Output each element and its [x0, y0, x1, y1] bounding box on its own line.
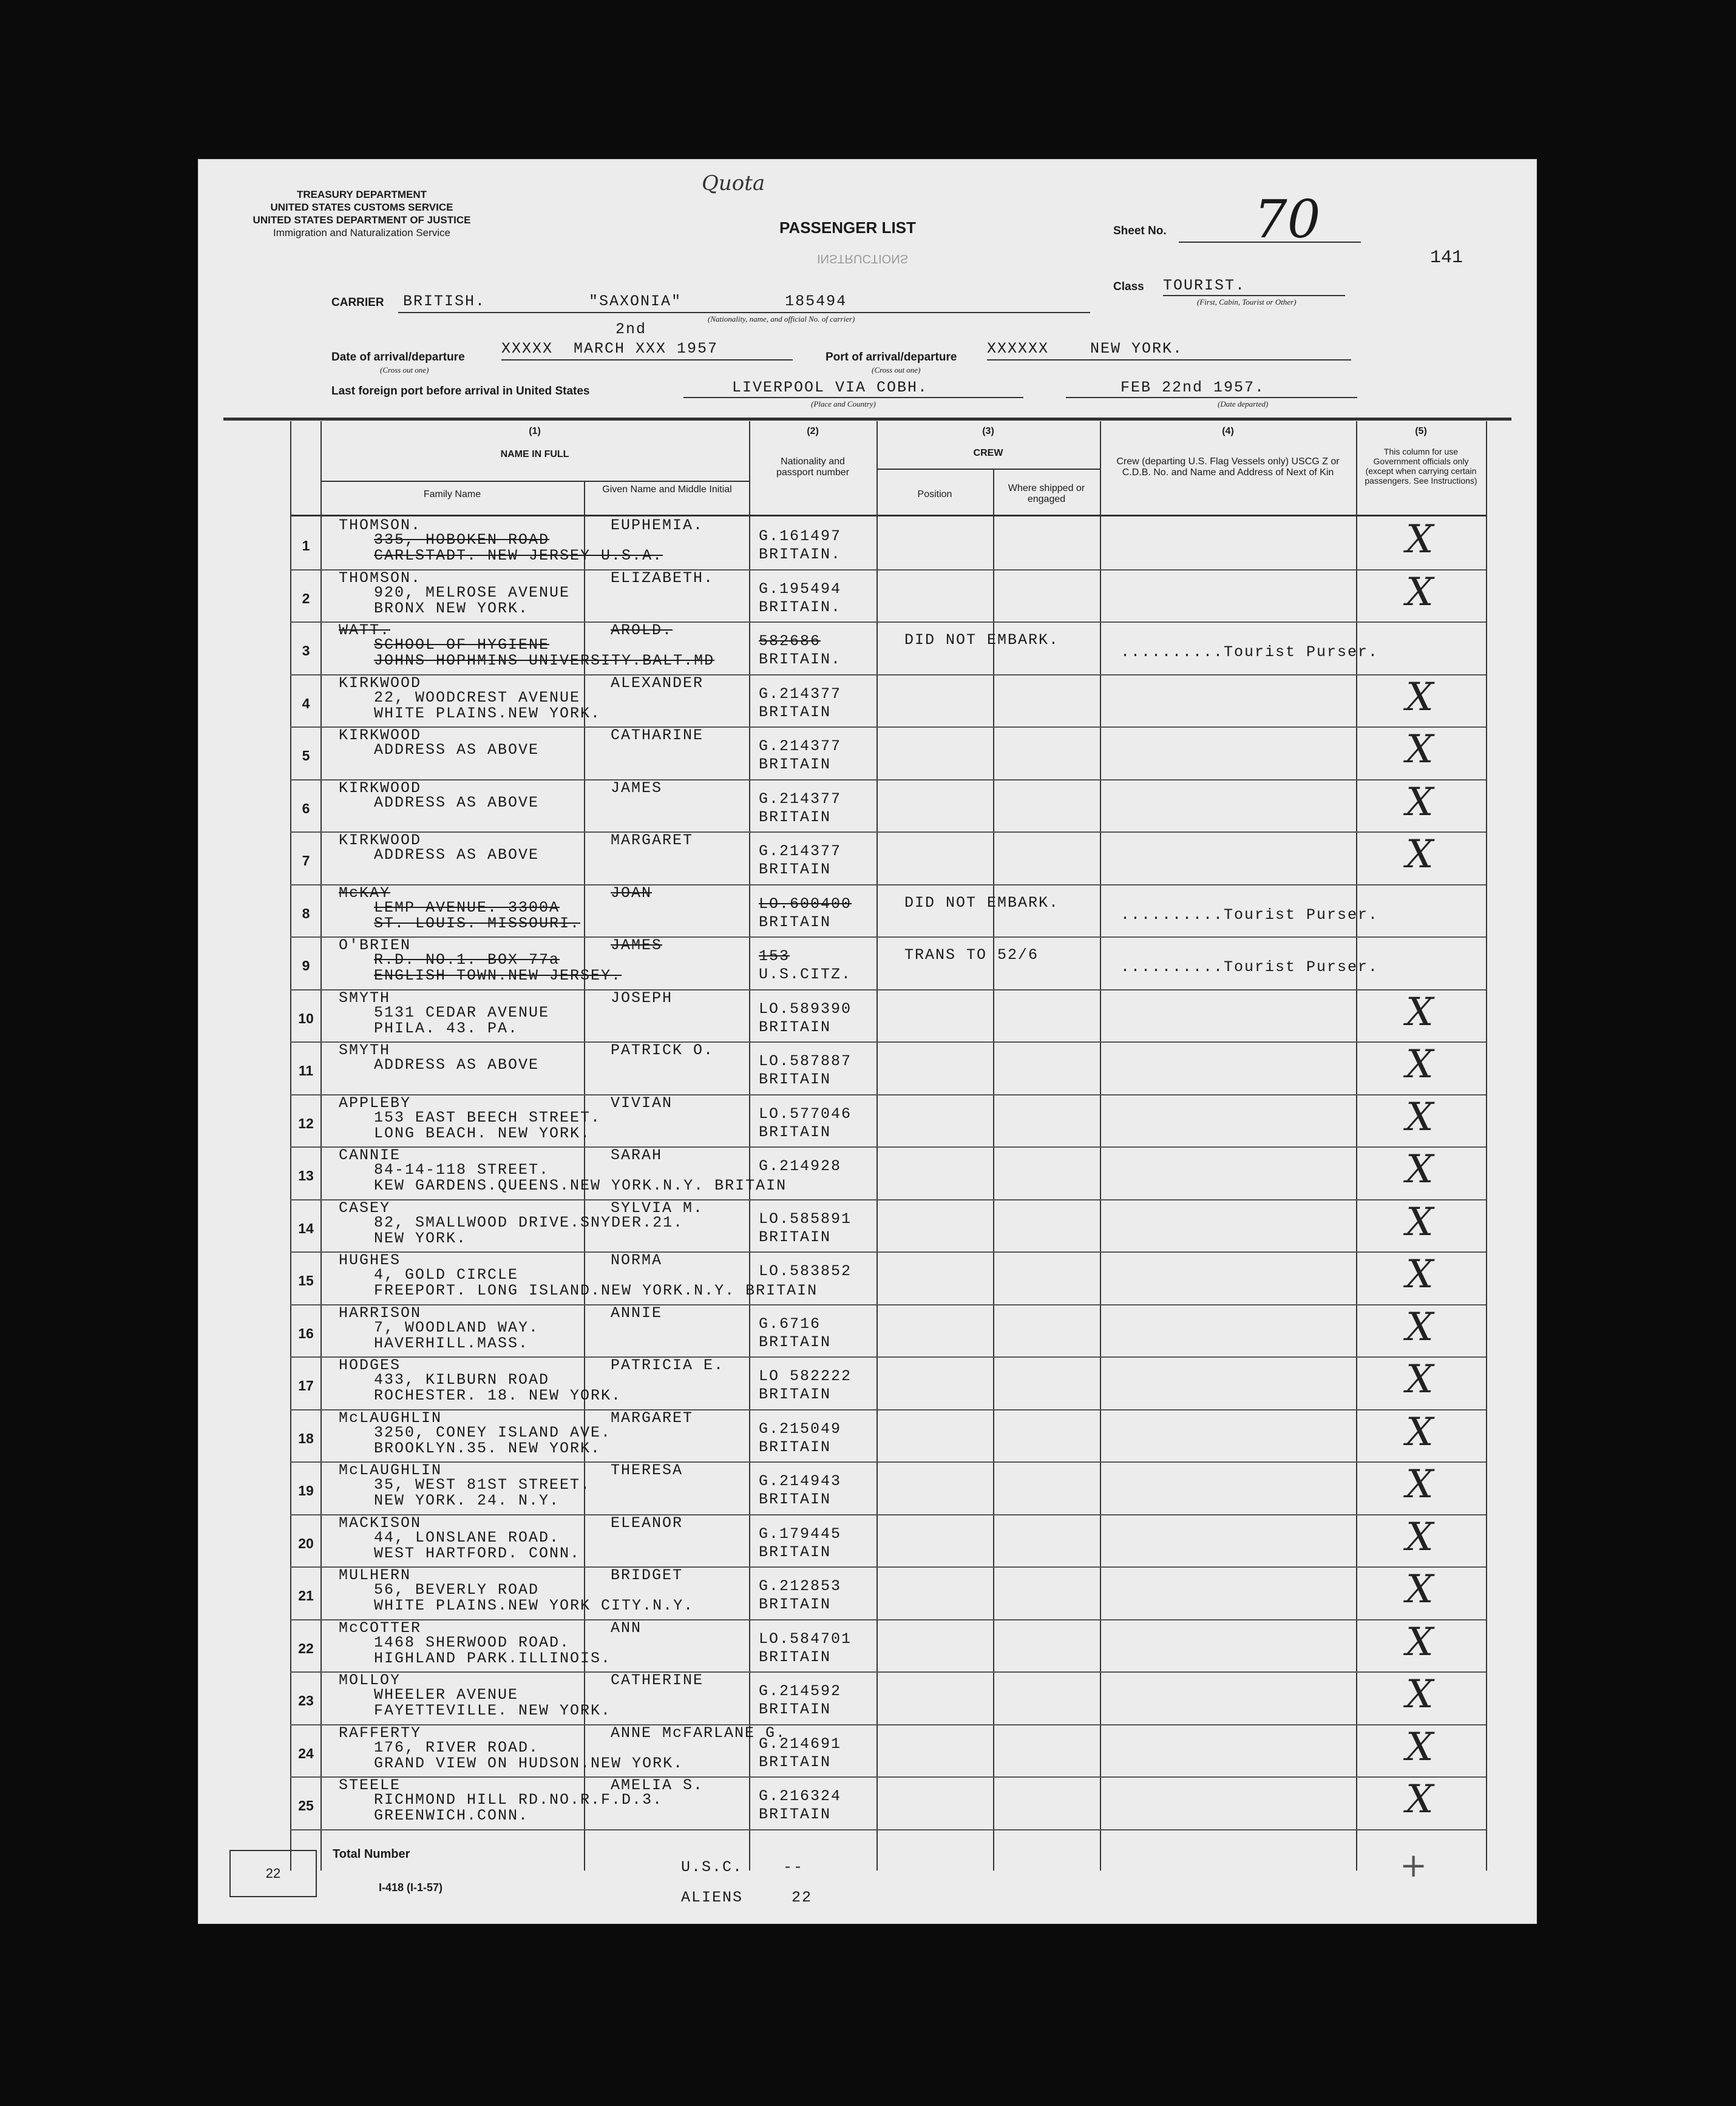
- col3-number: (3): [982, 426, 994, 436]
- table-row: [198, 1095, 1537, 1148]
- passport-number: LO 582222: [759, 1367, 852, 1385]
- row-number: 5: [302, 748, 310, 764]
- address-line-1: 433, KILBURN ROAD: [374, 1371, 550, 1389]
- top-note: Quota: [702, 171, 765, 195]
- official-check-mark: X: [1406, 1514, 1434, 1560]
- address-line-1: 82, SMALLWOOD DRIVE.SNYDER.21.: [374, 1213, 684, 1231]
- col3-sub-rule: [876, 469, 1100, 470]
- address-line-2: BRONX NEW YORK.: [374, 599, 529, 617]
- passport-number: G.214943: [759, 1472, 842, 1490]
- where-shipped-header: Where shipped or engaged: [1008, 483, 1085, 504]
- family-name: KIRKWOOD: [339, 726, 422, 744]
- table-row: [198, 1357, 1537, 1410]
- usc-value: --: [783, 1858, 804, 1876]
- address-line-2: NEW YORK. 24. N.Y.: [374, 1492, 560, 1509]
- nationality: BRITAIN: [759, 1018, 832, 1036]
- date-departed-underline: [1066, 397, 1357, 398]
- table-row: [198, 675, 1537, 728]
- row-number: 17: [298, 1378, 314, 1393]
- table-row: [198, 1567, 1537, 1620]
- table-row: [198, 1462, 1537, 1515]
- nationality: BRITAIN: [759, 1228, 832, 1246]
- table-row: [198, 1725, 1537, 1778]
- port-caption: (Cross out one): [872, 365, 921, 374]
- given-name: VIVIAN: [611, 1094, 673, 1112]
- address-line-1: WHEELER AVENUE: [374, 1686, 519, 1704]
- family-name: HARRISON: [339, 1304, 422, 1322]
- crew-position: DID NOT EMBARK.: [904, 631, 1060, 649]
- nationality: BRITAIN: [759, 1543, 832, 1561]
- arrival-port: XXXXXX NEW YORK.: [987, 340, 1184, 357]
- passport-number: LO.577046: [759, 1105, 852, 1123]
- given-name: MARGARET: [611, 1409, 694, 1427]
- nationality: U.S.CITZ.: [759, 966, 852, 983]
- agency-line-1: TREASURY DEPARTMENT: [296, 189, 427, 200]
- address-line-1: 22, WOODCREST AVENUE: [374, 688, 581, 706]
- address-line-1: ADDRESS AS ABOVE: [374, 793, 540, 811]
- carrier-caption: (Nationality, name, and official No. of carrier): [708, 314, 855, 323]
- family-name: SMYTH: [339, 1041, 391, 1059]
- col4-title: Crew (departing U.S. Flag Vessels only) USCG Z or C.D.B. No. and Name and Address of Next of Kin: [1116, 456, 1340, 478]
- address-line-2: GREENWICH.CONN.: [374, 1807, 529, 1824]
- address-line-1: LEMP AVENUE. 3300A: [374, 898, 560, 916]
- row-number: 10: [298, 1010, 314, 1026]
- address-line-1: ADDRESS AS ABOVE: [374, 846, 540, 864]
- nationality: BRITAIN: [759, 808, 832, 826]
- nationality: BRITAIN: [759, 1123, 832, 1141]
- address-line-1: 3250, CONEY ISLAND AVE.: [374, 1423, 612, 1441]
- row-number: 20: [298, 1535, 314, 1551]
- passport-number: G.214928: [759, 1157, 842, 1175]
- row-number: 3: [302, 643, 310, 659]
- col1-number: (1): [529, 426, 541, 436]
- passport-number: G.216324: [759, 1787, 842, 1805]
- family-name: McKAY: [339, 884, 391, 902]
- row-number: 7: [302, 853, 310, 868]
- given-name: ALEXANDER: [611, 674, 704, 692]
- address-line-2: FREEPORT. LONG ISLAND.NEW YORK.N.Y. BRITAIN: [374, 1282, 818, 1299]
- passport-number: LO.585891: [759, 1210, 852, 1228]
- table-row: [198, 1515, 1537, 1568]
- family-name: O'BRIEN: [339, 936, 412, 954]
- position-header: Position: [917, 489, 952, 499]
- passport-number: 582686: [759, 632, 821, 650]
- nationality: BRITAIN: [759, 1701, 832, 1718]
- address-line-2: WHITE PLAINS.NEW YORK.: [374, 704, 602, 722]
- family-name: APPLEBY: [339, 1094, 412, 1112]
- arrival-date: XXXXX MARCH XXX 1957: [501, 340, 719, 357]
- official-check-mark: X: [1406, 832, 1434, 877]
- table-row: [198, 780, 1537, 833]
- row-rule: [290, 1829, 1486, 1830]
- given-name: CATHARINE: [611, 726, 704, 744]
- family-name: MOLLOY: [339, 1671, 401, 1689]
- sheet-label: Sheet No.: [1113, 225, 1167, 237]
- col1-sub-rule: [320, 481, 749, 482]
- official-check-mark: X: [1406, 1357, 1434, 1402]
- date-departed-value: FEB 22nd 1957.: [1121, 379, 1266, 396]
- passenger-list-sheet: [198, 159, 1537, 1924]
- official-check-mark: X: [1406, 1409, 1434, 1455]
- row-number: 12: [298, 1115, 314, 1131]
- given-name: JAMES: [611, 779, 663, 797]
- given-name: EUPHEMIA.: [611, 516, 704, 534]
- date-label: Date of arrival/departure: [331, 351, 465, 364]
- crew-position: DID NOT EMBARK.: [904, 893, 1060, 912]
- nationality: BRITAIN: [759, 1386, 832, 1403]
- address-line-1: 56, BEVERLY ROAD: [374, 1581, 540, 1599]
- nationality: BRITAIN: [759, 1438, 832, 1456]
- table-row: [198, 727, 1537, 780]
- given-name: ANNIE: [611, 1304, 663, 1322]
- official-check-mark: X: [1406, 1462, 1434, 1507]
- total-box: [229, 1850, 317, 1897]
- address-line-1: R.D. NO.1. BOX 77a: [374, 951, 560, 969]
- class-underline: [1163, 295, 1345, 296]
- passport-number: G.214377: [759, 685, 842, 703]
- address-line-1: ADDRESS AS ABOVE: [374, 1056, 540, 1074]
- nationality: BRITAIN: [759, 1596, 832, 1613]
- address-line-2: PHILA. 43. PA.: [374, 1019, 519, 1037]
- carrier-label: CARRIER: [331, 296, 384, 309]
- table-row: [198, 1147, 1537, 1200]
- nationality: BRITAIN.: [759, 651, 842, 668]
- given-name: BRIDGET: [611, 1566, 683, 1584]
- table-row: [198, 570, 1537, 623]
- col1-title: NAME IN FULL: [500, 449, 569, 459]
- given-name: ELIZABETH.: [611, 569, 714, 587]
- address-line-2: FAYETTEVILLE. NEW YORK.: [374, 1702, 612, 1719]
- header-bottom-rule: [290, 515, 1486, 516]
- family-name: STEELE: [339, 1776, 401, 1794]
- address-line-1: 5131 CEDAR AVENUE: [374, 1003, 550, 1021]
- family-name: McLAUGHLIN: [339, 1409, 442, 1427]
- nationality: BRITAIN.: [759, 546, 842, 563]
- passport-number: LO.583852: [759, 1262, 852, 1280]
- total-count: 22: [265, 1866, 281, 1881]
- nationality: BRITAIN: [759, 861, 832, 878]
- row-number: 13: [298, 1168, 314, 1183]
- given-name: AROLD.: [611, 621, 673, 639]
- col2-number: (2): [807, 426, 819, 436]
- official-check-mark: X: [1406, 779, 1434, 825]
- family-name: KIRKWOOD: [339, 674, 422, 692]
- address-line-2: LONG BEACH. NEW YORK.: [374, 1124, 591, 1142]
- carrier-value: BRITISH. "SAXONIA" 185494: [403, 293, 847, 310]
- passport-number: G.214691: [759, 1735, 842, 1753]
- family-name: MULHERN: [339, 1566, 412, 1584]
- row-number: 19: [298, 1483, 314, 1498]
- table-row: [198, 885, 1537, 938]
- passport-number: G.161497: [759, 527, 842, 545]
- col5-number: (5): [1415, 426, 1427, 436]
- passport-number: LO.584701: [759, 1630, 852, 1648]
- address-line-2: NEW YORK.: [374, 1229, 467, 1247]
- address-line-1: SCHOOL OF HYGIENE: [374, 636, 550, 654]
- given-name: SARAH: [611, 1146, 663, 1164]
- table-row: [198, 832, 1537, 885]
- family-name: THOMSON.: [339, 516, 422, 534]
- date-caption: (Cross out one): [380, 365, 429, 374]
- row-number: 15: [298, 1273, 314, 1288]
- passport-number: 153: [759, 947, 790, 965]
- official-check-mark: X: [1406, 727, 1434, 772]
- row-number: 8: [302, 905, 310, 921]
- given-name: PATRICIA E.: [611, 1356, 725, 1374]
- address-line-1: 4, GOLD CIRCLE: [374, 1266, 519, 1284]
- next-of-kin: ..........Tourist Purser.: [1121, 958, 1379, 976]
- table-row: [198, 1777, 1537, 1830]
- row-number: 18: [298, 1430, 314, 1446]
- given-name: JOSEPH: [611, 989, 673, 1007]
- official-check-mark: X: [1406, 1672, 1434, 1717]
- table-row: [198, 937, 1537, 990]
- agency-line-2: UNITED STATES CUSTOMS SERVICE: [270, 201, 453, 213]
- passport-number: LO.600400: [759, 895, 852, 913]
- table-row: [198, 517, 1537, 570]
- given-name: AMELIA S.: [611, 1776, 704, 1794]
- row-number: 4: [302, 695, 310, 711]
- address-line-2: GRAND VIEW ON HUDSON.NEW YORK.: [374, 1754, 684, 1772]
- family-name: CASEY: [339, 1199, 391, 1217]
- col4-number: (4): [1222, 426, 1234, 436]
- address-line-1: RICHMOND HILL RD.NO.R.F.D.3.: [374, 1791, 663, 1809]
- row-number: 24: [298, 1745, 314, 1761]
- nationality: BRITAIN: [759, 1753, 832, 1771]
- official-check-mark: X: [1406, 1147, 1434, 1192]
- page-title: PASSENGER LIST: [779, 218, 916, 237]
- given-name: PATRICK O.: [611, 1041, 714, 1059]
- row-number: 11: [298, 1063, 314, 1078]
- address-line-1: 7, WOODLAND WAY.: [374, 1318, 540, 1336]
- crew-position: TRANS TO 52/6: [904, 946, 1039, 964]
- col5-title: This column for use Government officials only (except when carrying certain passengers. See Instructions): [1365, 447, 1477, 486]
- address-line-2: HIGHLAND PARK.ILLINOIS.: [374, 1649, 612, 1667]
- table-top-rule: [223, 418, 1511, 421]
- family-name: HUGHES: [339, 1251, 401, 1269]
- aliens-value: 22: [792, 1889, 813, 1906]
- row-number: 22: [298, 1640, 314, 1656]
- agency-line-4: Immigration and Naturalization Service: [273, 227, 450, 239]
- address-line-1: 176, RIVER ROAD.: [374, 1738, 540, 1756]
- footer-tick-mark: +: [1400, 1846, 1428, 1884]
- given-name: MARGARET: [611, 831, 694, 849]
- agency-block: [234, 188, 489, 239]
- date-departed-caption: (Date departed): [1218, 399, 1269, 408]
- passport-number: G.215049: [759, 1420, 842, 1438]
- passport-number: G.212853: [759, 1577, 842, 1595]
- passport-number: G.195494: [759, 580, 842, 598]
- nationality: BRITAIN: [759, 1806, 832, 1823]
- given-name: JOAN: [611, 884, 653, 902]
- family-name: KIRKWOOD: [339, 831, 422, 849]
- family-name: HODGES: [339, 1356, 401, 1374]
- address-line-2: KEW GARDENS.QUEENS.NEW YORK.N.Y. BRITAIN: [374, 1177, 787, 1194]
- given-name: THERESA: [611, 1461, 683, 1479]
- nationality: BRITAIN: [759, 1648, 832, 1666]
- address-line-1: 35, WEST 81ST STREET.: [374, 1476, 591, 1494]
- row-number: 25: [298, 1798, 314, 1813]
- last-port-underline: [683, 397, 1023, 398]
- last-port-label: Last foreign port before arrival in United States: [331, 385, 590, 398]
- family-name: KIRKWOOD: [339, 779, 422, 797]
- given-name: ANN: [611, 1619, 642, 1637]
- official-check-mark: X: [1406, 569, 1434, 615]
- port-underline: [987, 359, 1351, 361]
- nationality: BRITAIN: [759, 703, 832, 721]
- nationality: BRITAIN: [759, 1491, 832, 1508]
- family-name: SMYTH: [339, 989, 391, 1007]
- given-name: ANNE McFARLANE G.: [611, 1724, 787, 1742]
- nationality: BRITAIN: [759, 756, 832, 773]
- family-name: McCOTTER: [339, 1619, 422, 1637]
- given-name: CATHERINE: [611, 1671, 704, 1689]
- address-line-2: ENGLISH TOWN.NEW JERSEY.: [374, 967, 622, 984]
- table-row: [198, 1252, 1537, 1305]
- port-label: Port of arrival/departure: [826, 351, 957, 364]
- table-row: [198, 1410, 1537, 1463]
- address-line-2: WEST HARTFORD. CONN.: [374, 1544, 581, 1562]
- passport-number: LO.589390: [759, 1000, 852, 1018]
- row-number: 6: [302, 800, 310, 816]
- address-line-2: JOHNS HOPHMINS UNIVERSITY.BALT.MD: [374, 652, 715, 669]
- table-row: [198, 1200, 1537, 1253]
- address-line-2: WHITE PLAINS.NEW YORK CITY.N.Y.: [374, 1597, 694, 1614]
- address-line-2: ST. LOUIS. MISSOURI.: [374, 914, 581, 932]
- address-line-2: ROCHESTER. 18. NEW YORK.: [374, 1387, 622, 1404]
- row-number: 21: [298, 1588, 314, 1603]
- row-number: 23: [298, 1693, 314, 1708]
- form-number: I-418 (I-1-57): [379, 1881, 443, 1894]
- address-line-1: 335, HOBOKEN ROAD: [374, 531, 550, 549]
- nationality: BRITAIN: [759, 913, 832, 931]
- instructions-heading: INSTRUCTIONS: [817, 252, 908, 265]
- carrier-underline: [398, 312, 1090, 313]
- address-line-1: 153 EAST BEECH STREET.: [374, 1108, 602, 1126]
- sheet-number: 70: [1254, 189, 1321, 250]
- official-check-mark: X: [1406, 1094, 1434, 1140]
- last-port-value: LIVERPOOL VIA COBH.: [732, 379, 929, 396]
- address-line-1: 920, MELROSE AVENUE: [374, 583, 571, 601]
- family-name: MACKISON: [339, 1514, 422, 1532]
- official-check-mark: X: [1406, 674, 1434, 720]
- aliens-label: ALIENS: [681, 1889, 744, 1906]
- passport-number: G.6716: [759, 1315, 821, 1333]
- last-port-caption: (Place and Country): [811, 399, 876, 408]
- class-label: Class: [1113, 280, 1144, 293]
- given-name: SYLVIA M.: [611, 1199, 704, 1217]
- row-number: 1: [302, 538, 310, 554]
- col2-title: Nationality and passport number: [776, 456, 850, 478]
- agency-line-3: UNITED STATES DEPARTMENT OF JUSTICE: [253, 214, 471, 226]
- given-name: JAMES: [611, 936, 663, 954]
- row-number: 16: [298, 1325, 314, 1341]
- passport-number: G.214592: [759, 1682, 842, 1700]
- official-check-mark: X: [1406, 1724, 1434, 1770]
- address-line-2: CARLSTADT. NEW JERSEY U.S.A.: [374, 547, 663, 564]
- page-stamp: 141: [1430, 248, 1463, 268]
- table-row: [198, 1305, 1537, 1358]
- arrival-day: 2nd: [615, 320, 647, 338]
- usc-label: U.S.C.: [681, 1858, 744, 1876]
- official-check-mark: X: [1406, 1567, 1434, 1612]
- nationality: BRITAIN.: [759, 598, 842, 616]
- row-number: 2: [302, 590, 310, 606]
- row-number: 9: [302, 958, 310, 973]
- official-check-mark: X: [1406, 1252, 1434, 1297]
- row-number: 14: [298, 1220, 314, 1236]
- address-line-1: 1468 SHERWOOD ROAD.: [374, 1633, 571, 1651]
- family-name: THOMSON.: [339, 569, 422, 587]
- official-check-mark: X: [1406, 517, 1434, 562]
- family-name-header: Family Name: [423, 489, 481, 499]
- given-name: NORMA: [611, 1251, 663, 1269]
- official-check-mark: X: [1406, 989, 1434, 1035]
- given-name: ELEANOR: [611, 1514, 683, 1532]
- address-line-1: ADDRESS AS ABOVE: [374, 741, 540, 759]
- official-check-mark: X: [1406, 1199, 1434, 1245]
- nationality: BRITAIN: [759, 1333, 832, 1351]
- table-row: [198, 1672, 1537, 1725]
- table-row: [198, 1042, 1537, 1095]
- official-check-mark: X: [1406, 1619, 1434, 1665]
- family-name: CANNIE: [339, 1146, 401, 1164]
- passport-number: G.179445: [759, 1525, 842, 1543]
- total-label: Total Number: [333, 1847, 410, 1861]
- class-caption: (First, Cabin, Tourist or Other): [1197, 297, 1297, 306]
- address-line-1: 84-14-118 STREET.: [374, 1161, 550, 1179]
- given-name-header: Given Name and Middle Initial: [602, 484, 732, 495]
- date-underline: [501, 359, 793, 361]
- address-line-2: BROOKLYN.35. NEW YORK.: [374, 1439, 602, 1457]
- passport-number: G.214377: [759, 790, 842, 808]
- class-value: TOURIST.: [1163, 277, 1246, 294]
- address-line-1: 44, LONSLANE ROAD.: [374, 1528, 560, 1546]
- official-check-mark: X: [1406, 1777, 1434, 1822]
- next-of-kin: ..........Tourist Purser.: [1121, 643, 1379, 661]
- address-line-2: HAVERHILL.MASS.: [374, 1334, 529, 1352]
- family-name: RAFFERTY: [339, 1724, 422, 1742]
- nationality: BRITAIN: [759, 1071, 832, 1088]
- passport-number: LO.587887: [759, 1052, 852, 1070]
- col3-title: CREW: [973, 448, 1003, 458]
- next-of-kin: ..........Tourist Purser.: [1121, 906, 1379, 924]
- passport-number: G.214377: [759, 737, 842, 755]
- family-name: McLAUGHLIN: [339, 1461, 442, 1479]
- table-row: [198, 1620, 1537, 1673]
- table-row: [198, 990, 1537, 1043]
- official-check-mark: X: [1406, 1042, 1434, 1087]
- family-name: WATT.: [339, 621, 391, 639]
- table-row: [198, 622, 1537, 675]
- passport-number: G.214377: [759, 842, 842, 860]
- official-check-mark: X: [1406, 1304, 1434, 1350]
